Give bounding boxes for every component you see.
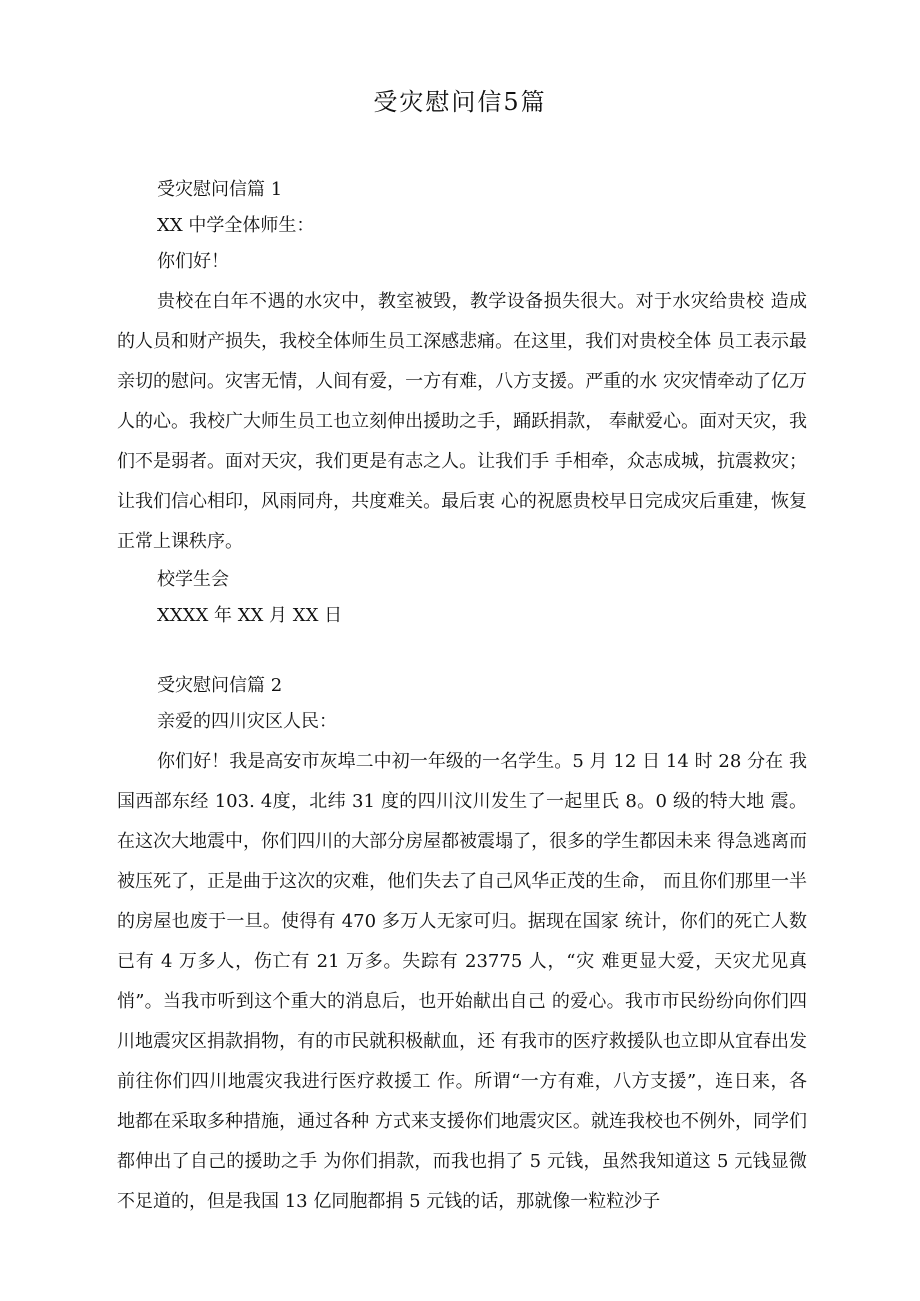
letter-recipient: 亲爱的四川灾区人民： bbox=[157, 711, 337, 732]
letter-heading: 受灾慰问信篇 1 bbox=[157, 179, 283, 200]
letter-2 bbox=[117, 668, 807, 1222]
letter-signature: 校学生会 bbox=[157, 569, 229, 590]
letter-greeting: 你们好！ bbox=[157, 251, 229, 272]
letter-date: XXXX 年 XX 月 XX 日 bbox=[157, 605, 343, 626]
letter-body: 你们好！我是高安市灰埠二中初一年级的一名学生。5 月 12 日 14 时 28 分在 我国西部东经 103. 4度，北纬 31 度的四川汶川发生了一起里氏 8。0 级的特大地 震。在这次大地震中，你们四川的大部分房屋都被震塌了，很多的学生都因未来 得急逃离而被压死了，正是曲于这次的灾难，他们失去了自己风华正茂的生命， 而且你们那里一半的房屋也废于一旦。使得有 470 多万人无家可归。据现在国家 统计，你们的死亡人数已有 4 万多人，伤亡有 21 万多。失踪有 23775 人，“灾 难更显大爱，天灾尤见真悄”。当我市听到这个重大的消息后，也开始献出自己 的爱心。我市市民纷纷向你们四川地震灾区捐款捐物，有的市民就积极献血，还 有我市的医疗救援队也立即从宜春出发前往你们四川地震灾我进行医疗救援工 作。所谓“一方有难，八方支援”，连日来，各地都在采取多种措施，通过各种 方式来支援你们地震灾区。就连我校也不例外，同学们都伸出了自己的援助之手 为你们捐款，而我也捐了 5 元钱，虽然我知道这 5 元钱显微不足道的，但是我国 13 亿同胞都捐 5 元钱的话，那就像一粒粒沙子 bbox=[117, 751, 807, 1212]
letter-heading: 受灾慰问信篇 2 bbox=[157, 675, 283, 696]
letter-1 bbox=[117, 172, 807, 634]
letter-recipient: XX 中学全体师生： bbox=[157, 215, 315, 236]
document-title: 受灾慰问信5篇 bbox=[373, 88, 547, 116]
letter-body: 贵校在白年不遇的水灾中，教室被毁，教学设备损失很大。对于水灾给贵校 造成的人员和财产损失，我校全体师生员工深感悲痛。在这里，我们对贵校全体 员工表示最亲切的慰问。灾害无情，人间有爱，一方有难，八方支援。严重的水 灾灾情牵动了亿万人的心。我校广大师生员工也立刻伸出援助之手，踊跃捐款， 奉献爱心。面对天灾，我们不是弱者。面对天灾，我们更是有志之人。让我们手 手相牵，众志成城，抗震救灾；让我们信心相印，风雨同舟，共度难关。最后衷 心的祝愿贵校早日完成灾后重建，恢复正常上课秩序。 bbox=[117, 291, 807, 552]
